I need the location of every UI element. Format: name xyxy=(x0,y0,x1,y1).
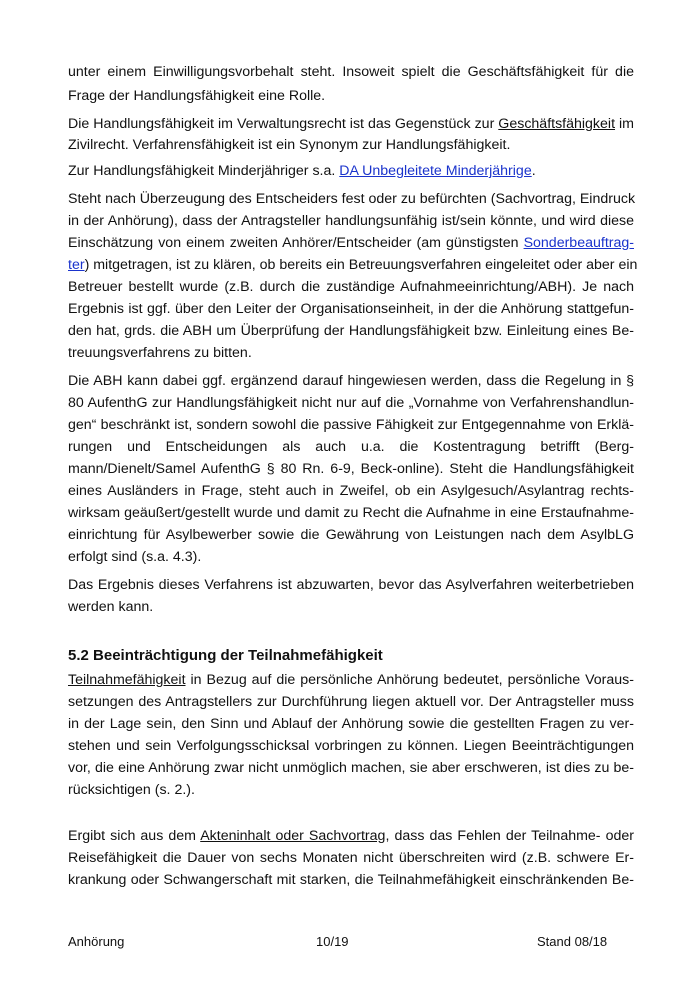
footer-right: Stand 08/18 xyxy=(537,934,608,949)
text-line: Das Ergebnis dieses Verfahrens ist abzuwarten, bevor das Asylverfahren weiterbetrieben xyxy=(68,577,634,593)
akteninhalt-term: Akteninhalt oder Sachvortrag xyxy=(200,828,386,844)
text-line: Die ABH kann dabei ggf. ergänzend darauf hingewiesen werden, dass die Regelung in § xyxy=(68,373,634,389)
text-line: einrichtung für Asylbewerber sowie die Gewährung von Leistungen nach dem AsylbLG xyxy=(68,527,634,543)
footer-page-number: 10/19 xyxy=(316,934,349,949)
text-line: wirksam geäußert/gestellt wurde und damit zu Recht die Aufnahme in eine Erstaufnahme- xyxy=(68,505,634,521)
text-line: rungen und Entscheidungen als auch u.a. die Kostentragung betrifft (Berg- xyxy=(68,439,634,455)
text-line: Ergebnis ist ggf. über den Leiter der Organisationseinheit, in der die Anhörung stattgefun- xyxy=(68,301,634,317)
text-span: im xyxy=(615,116,634,132)
text-line: vor, die eine Anhörung zwar nicht unmöglich machen, sie aber erschweren, ist dies zu be- xyxy=(68,760,634,776)
section-heading: 5.2 Beeinträchtigung der Teilnahmefähigkeit xyxy=(68,647,383,664)
text-line: in der Lage sein, den Sinn und Ablauf der Anhörung sowie die gestellten Fragen zu ver- xyxy=(68,716,634,732)
text-line: Zivilrecht. Verfahrensfähigkeit ist ein Synonym zur Handlungsfähigkeit. xyxy=(68,137,511,153)
text-span: Einschätzung von einem zweiten Anhörer/Entscheider (am günstigsten xyxy=(68,235,524,251)
text-line xyxy=(68,233,634,253)
text-line: rücksichtigen (s. 2.). xyxy=(68,782,195,798)
text-span: ) mitgetragen, ist zu klären, ob bereits ein Betreuungsverfahren eingeleitet oder aber ein xyxy=(84,257,638,273)
text-line: Betreuer bestellt wurde (z.B. durch die zuständige Aufnahmeeinrichtung/ABH). Je nach xyxy=(68,279,634,295)
text-line: werden kann. xyxy=(68,599,154,615)
geschaeftsfaehigkeit-term: Geschäftsfähigkeit xyxy=(498,116,616,132)
text-line: Reisefähigkeit die Dauer von sechs Monaten nicht überschreiten wird (z.B. schwere Er- xyxy=(68,850,634,866)
text-line: mann/Dienelt/Samel AufenthG § 80 Rn. 6-9, Beck-online). Steht die Handlungsfähigkeit xyxy=(68,461,634,477)
text-span: in Bezug auf die persönliche Anhörung bedeutet, persönliche Voraus- xyxy=(185,672,634,688)
link-sonderbeauftragter-cont[interactable]: ter xyxy=(68,257,85,273)
link-da-unbegleitete-minderjaehrige[interactable]: DA Unbegleitete Minderjährige xyxy=(339,163,532,179)
text-line: erfolgt sind (s.a. 4.3). xyxy=(68,549,202,565)
teilnahmefaehigkeit-term: Teilnahmefähigkeit xyxy=(68,672,186,688)
text-line: setzungen des Antragstellers zur Durchführung liegen aktuell vor. Der Antragsteller muss xyxy=(68,694,634,710)
text-line xyxy=(68,255,638,275)
text-line: krankung oder Schwangerschaft mit starken, die Teilnahmefähigkeit einschränkenden Be- xyxy=(68,872,634,888)
link-sonderbeauftragter[interactable]: Sonderbeauftrag- xyxy=(523,235,634,251)
text-line xyxy=(68,670,634,690)
text-line: unter einem Einwilligungsvorbehalt steht. Insoweit spielt die Geschäftsfähigkeit für die xyxy=(68,64,634,80)
text-line: Steht nach Überzeugung des Entscheiders fest oder zu befürchten (Sachvortrag, Eindruck xyxy=(68,191,636,207)
text-line: stehen und sein Verfolgungsschicksal vorbringen zu können. Liegen Beeinträchtigungen xyxy=(68,738,634,754)
text-span: Die Handlungsfähigkeit im Verwaltungsrecht ist das Gegenstück zur xyxy=(68,116,499,132)
text-line: gen“ beschränkt ist, sondern sowohl die passive Fähigkeit zur Entgegennahme von Erklä- xyxy=(68,417,634,433)
text-span: Zur Handlungsfähigkeit Minderjähriger s.a. xyxy=(68,163,340,179)
text-line: in der Anhörung), dass der Antragsteller handlungsunfähig ist/sein könnte, und wird diese xyxy=(68,213,634,229)
text-line xyxy=(68,826,634,846)
text-line: 80 AufenthG zur Handlungsfähigkeit nicht nur auf die „Vornahme von Verfahrenshandlun- xyxy=(68,395,634,411)
text-span: , dass das Fehlen der Teilnahme- oder xyxy=(385,828,634,844)
text-span: . xyxy=(531,163,536,179)
text-line: den hat, grds. die ABH um Überprüfung der Handlungsfähigkeit bzw. Einleitung eines Be- xyxy=(68,323,634,339)
text-line: Frage der Handlungsfähigkeit eine Rolle. xyxy=(68,88,326,104)
text-span: Ergibt sich aus dem xyxy=(68,828,201,844)
text-line: treuungsverfahrens zu bitten. xyxy=(68,345,252,361)
footer-left: Anhörung xyxy=(68,934,125,949)
text-line xyxy=(68,161,634,181)
text-line: eines Ausländers in Frage, steht auch in Zweifel, ob ein Asylgesuch/Asylantrag rechts- xyxy=(68,483,634,499)
text-line xyxy=(68,114,634,134)
